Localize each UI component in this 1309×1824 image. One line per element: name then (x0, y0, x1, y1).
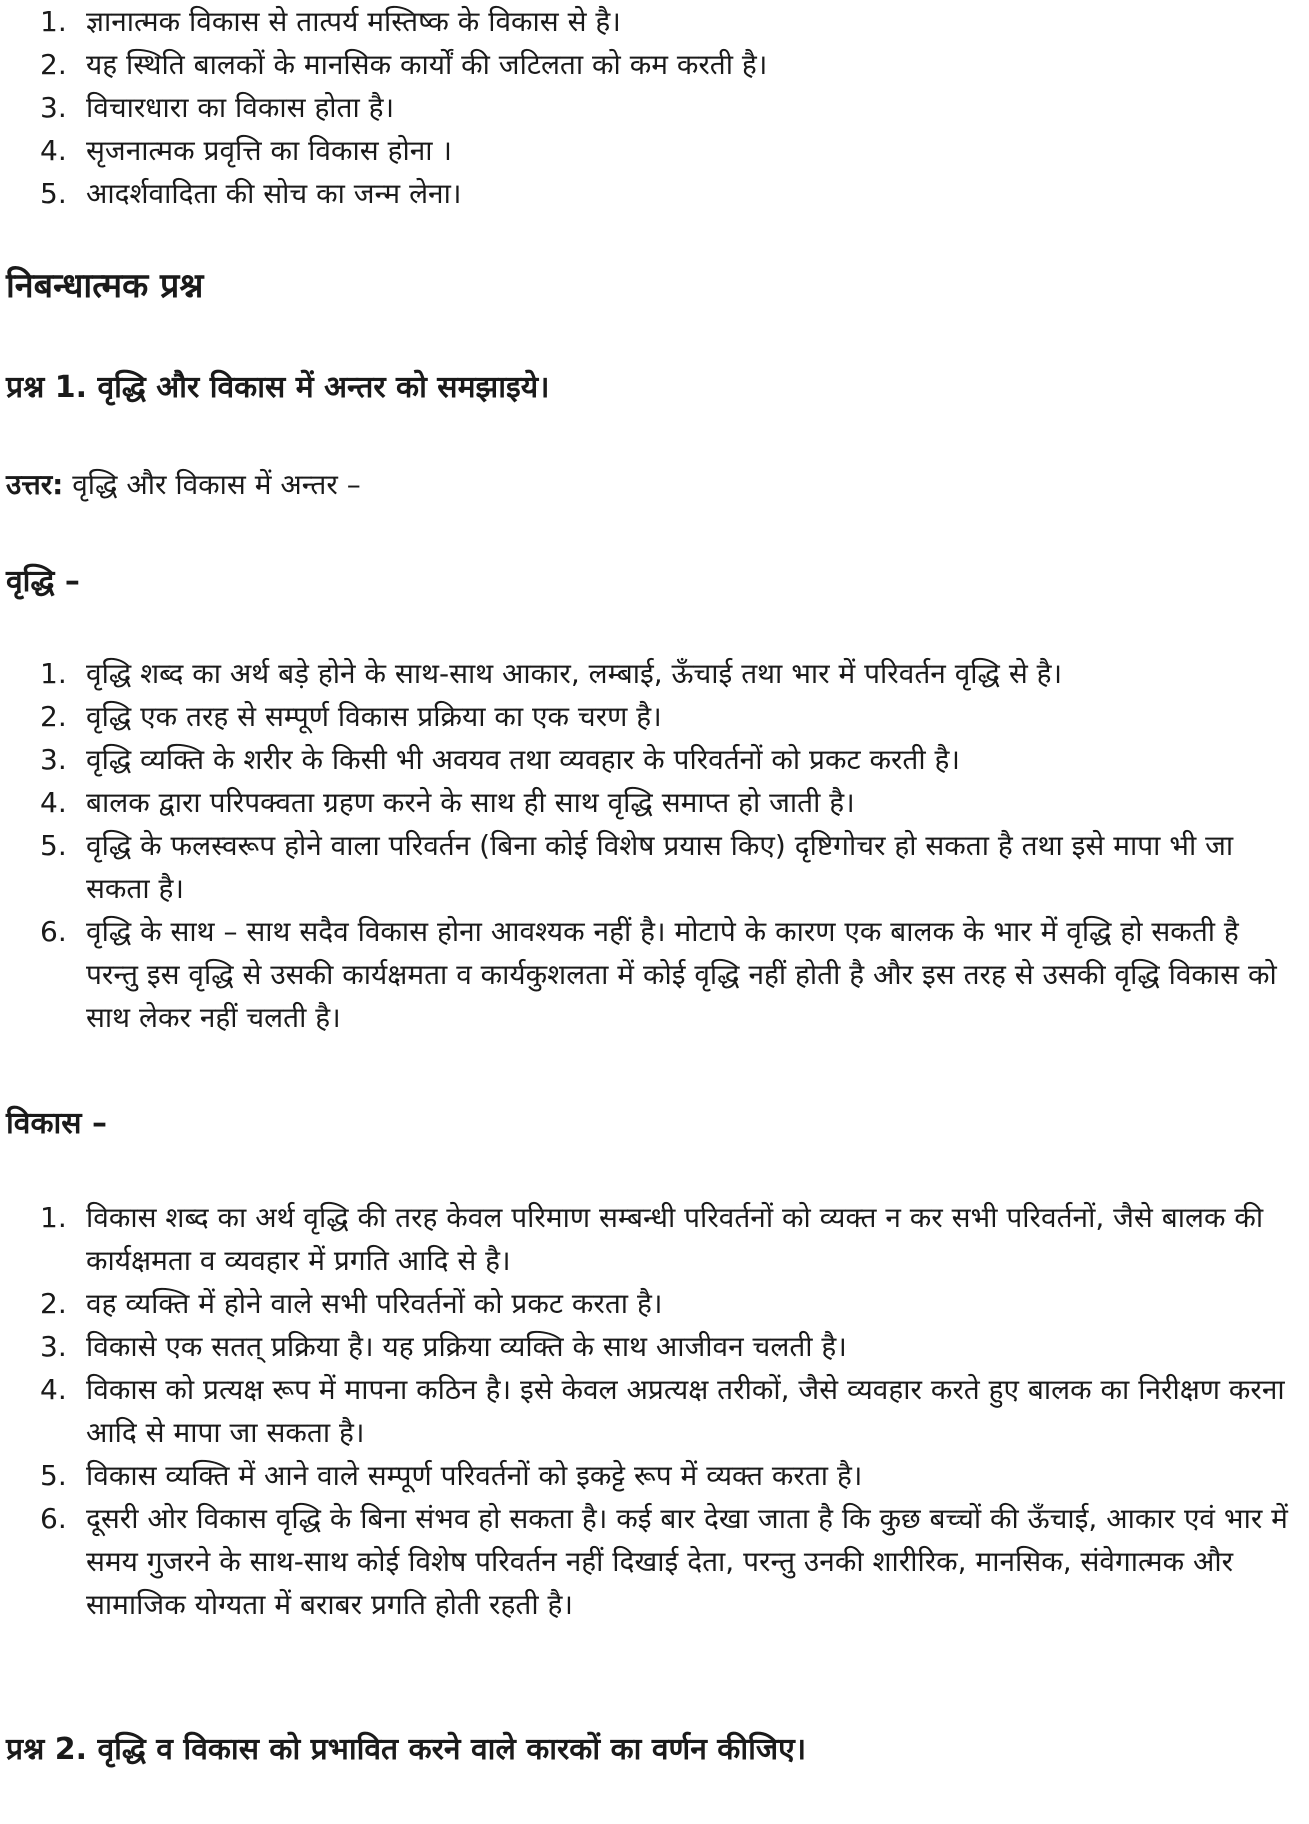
development-numbered-list (6, 1196, 1293, 1626)
list-item-number: 6. (40, 1502, 67, 1535)
list-item (6, 86, 1293, 129)
list-item (6, 172, 1293, 215)
list-item (6, 652, 1293, 695)
growth-numbered-list (6, 652, 1293, 1039)
list-item-number: 3. (40, 1330, 67, 1363)
list-item-text: विचारधारा का विकास होता है। (86, 91, 395, 124)
list-item-number: 4. (40, 134, 67, 167)
growth-heading: वृद्धि – (6, 564, 80, 599)
list-item-number: 4. (40, 1373, 67, 1406)
list-item-number: 2. (40, 700, 67, 733)
list-item (6, 738, 1293, 781)
list-item (6, 0, 1293, 43)
list-item (6, 43, 1293, 86)
list-item-number: 1. (40, 5, 67, 38)
list-item-text: वह व्यक्ति में होने वाले सभी परिवर्तनों को प्रकट करता है। (86, 1287, 663, 1320)
list-item-number: 5. (40, 1459, 67, 1492)
list-item-text: विकास शब्द का अर्थ वृद्धि की तरह केवल परिमाण सम्बन्धी परिवर्तनों को व्यक्त न कर सभी परिवर्तनों, जैसे बालक की कार्यक्षमता व व्यवहार में प्रगति आदि से है। (86, 1201, 1264, 1277)
list-item-text: वृद्धि के फलस्वरूप होने वाला परिवर्तन (बिना कोई विशेष प्रयास किए) दृष्टिगोचर हो सकता है तथा इसे मापा भी जा सकता है। (86, 829, 1234, 905)
list-item (6, 781, 1293, 824)
list-item-text: सृजनात्मक प्रवृत्ति का विकास होना । (86, 134, 452, 167)
list-item (6, 129, 1293, 172)
list-item-text: दूसरी ओर विकास वृद्धि के बिना संभव हो सकता है। कई बार देखा जाता है कि कुछ बच्चों की ऊँचाई, आकार एवं भार में समय गुजरने के साथ-साथ कोई विशेष परिवर्तन नहीं दिखाई देता, परन्तु उनकी शारीरिक, मानसिक, संवेगात्मक और सामाजिक योग्यता में बराबर प्रगति होती रहती है। (86, 1502, 1288, 1621)
list-item-number: 2. (40, 48, 67, 81)
list-item-text: ज्ञानात्मक विकास से तात्पर्य मस्तिष्क के विकास से है। (86, 5, 621, 38)
list-item-number: 4. (40, 786, 67, 819)
answer-text: वृद्धि और विकास में अन्तर – (63, 468, 361, 501)
list-item-number: 5. (40, 177, 67, 210)
list-item (6, 1196, 1293, 1282)
list-item-number: 1. (40, 657, 67, 690)
list-item-text: वृद्धि के साथ – साथ सदैव विकास होना आवश्यक नहीं है। मोटापे के कारण एक बालक के भार में वृद्धि हो सकती है परन्तु इस वृद्धि से उसकी कार्यक्षमता व कार्यकुशलता में कोई वृद्धि नहीं होती है और इस तरह से उसकी वृद्धि विकास को साथ लेकर नहीं चलती है। (86, 915, 1277, 1034)
list-item-number: 1. (40, 1201, 67, 1234)
list-item (6, 910, 1293, 1039)
list-item-text: आदर्शवादिता की सोच का जन्म लेना। (86, 177, 462, 210)
list-item-number: 3. (40, 91, 67, 124)
list-item (6, 695, 1293, 738)
list-item-text: वृद्धि व्यक्ति के शरीर के किसी भी अवयव तथा व्यवहार के परिवर्तनों को प्रकट करती है। (86, 743, 961, 776)
list-item-text: वृद्धि शब्द का अर्थ बड़े होने के साथ-साथ आकार, लम्बाई, ऊँचाई तथा भार में परिवर्तन वृद्धि से है। (86, 657, 1063, 690)
section-heading: निबन्धात्मक प्रश्न (6, 266, 204, 306)
list-item-text: विकासे एक सतत् प्रक्रिया है। यह प्रक्रिया व्यक्ति के साथ आजीवन चलती है। (86, 1330, 847, 1363)
list-item (6, 1454, 1293, 1497)
list-item (6, 1325, 1293, 1368)
question-2: प्रश्न 2. वृद्धि व विकास को प्रभावित करने वाले कारकों का वर्णन कीजिए। (6, 1732, 807, 1767)
list-item (6, 1282, 1293, 1325)
list-item-number: 2. (40, 1287, 67, 1320)
list-item (6, 1368, 1293, 1454)
list-item-text: बालक द्वारा परिपक्वता ग्रहण करने के साथ ही साथ वृद्धि समाप्त हो जाती है। (86, 786, 855, 819)
top-numbered-list (6, 0, 1293, 215)
list-item-text: विकास को प्रत्यक्ष रूप में मापना कठिन है। इसे केवल अप्रत्यक्ष तरीकों, जैसे व्यवहार करते हुए बालक का निरीक्षण करना आदि से मापा जा सकता है। (86, 1373, 1285, 1449)
development-heading: विकास – (6, 1106, 107, 1141)
list-item-text: वृद्धि एक तरह से सम्पूर्ण विकास प्रक्रिया का एक चरण है। (86, 700, 662, 733)
list-item-text: यह स्थिति बालकों के मानसिक कार्यों की जटिलता को कम करती है। (86, 48, 768, 81)
answer-lead: उत्तर: (6, 468, 64, 501)
list-item-text: विकास व्यक्ति में आने वाले सम्पूर्ण परिवर्तनों को इकट्टे रूप में व्यक्त करता है। (86, 1459, 863, 1492)
list-item (6, 1497, 1293, 1626)
answer-1 (6, 462, 361, 508)
question-1: प्रश्न 1. वृद्धि और विकास में अन्तर को समझाइये। (6, 370, 550, 405)
list-item-number: 5. (40, 829, 67, 862)
list-item (6, 824, 1293, 910)
list-item-number: 6. (40, 915, 67, 948)
list-item-number: 3. (40, 743, 67, 776)
